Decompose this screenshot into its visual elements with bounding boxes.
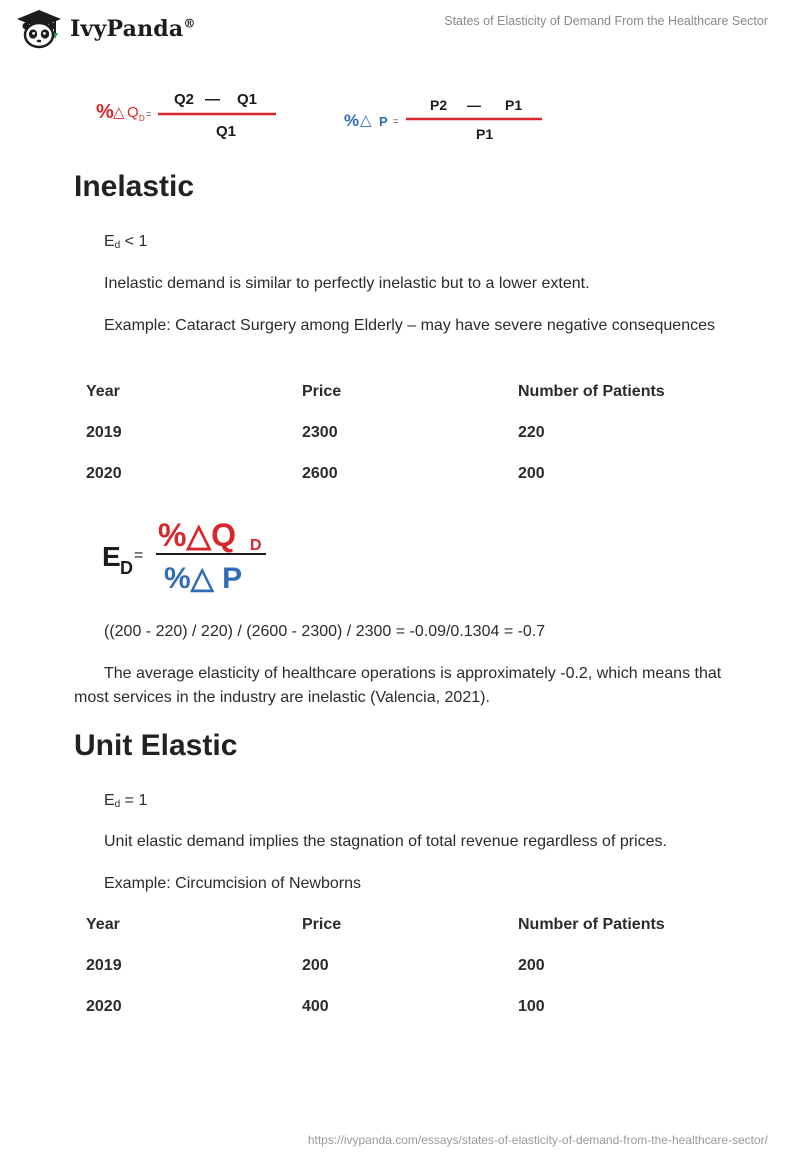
svg-text:△: △ — [113, 103, 125, 121]
table-header-cell: Number of Patients — [518, 382, 665, 400]
table-cell: 220 — [518, 423, 545, 441]
elasticity-formula — [100, 510, 280, 598]
svg-text:P1: P1 — [476, 126, 494, 142]
table-cell: 2020 — [86, 464, 122, 482]
table-header-row — [74, 371, 724, 412]
svg-text:%: % — [96, 101, 114, 123]
svg-text:P1: P1 — [505, 97, 523, 113]
table-cell: 2020 — [86, 997, 122, 1015]
percent-change-formulas — [94, 82, 554, 152]
inelastic-heading: Inelastic — [74, 170, 195, 203]
inelastic-table — [74, 371, 724, 494]
svg-text:Q1: Q1 — [237, 91, 258, 108]
elasticity-calculation: ((200 - 220) / 220) / (2600 - 2300) / 2300 = -0.09/0.1304 = -0.7 — [104, 623, 546, 640]
table-row — [74, 945, 724, 986]
svg-text:%△Q: %△Q — [158, 517, 236, 553]
table-header-cell: Year — [86, 382, 120, 400]
svg-text:%△ P: %△ P — [164, 562, 243, 595]
svg-text:D: D — [139, 114, 145, 123]
table-cell: 200 — [518, 956, 545, 974]
table-header-cell: Year — [86, 915, 120, 933]
table-cell: 2600 — [302, 464, 338, 482]
table-cell: 200 — [302, 956, 329, 974]
inelastic-condition: $E_d < 1$ — [104, 233, 148, 251]
table-cell: 2019 — [86, 956, 122, 974]
table-row — [74, 412, 724, 453]
unit-elastic-heading: Unit Elastic — [74, 729, 238, 762]
table-header-cell: Price — [302, 382, 342, 400]
svg-text:E: E — [102, 541, 121, 572]
svg-text:P: P — [379, 114, 388, 129]
table-cell: 400 — [302, 997, 329, 1015]
source-url-link[interactable]: https://ivypanda.com/essays/states-of-elasticity-of-demand-from-the-healthcare-sector/ — [307, 1133, 768, 1147]
brand-name: IvyPanda® — [70, 16, 196, 42]
svg-text:=: = — [393, 116, 399, 126]
svg-text:—: — — [467, 97, 481, 113]
table-row — [74, 986, 724, 1027]
percent-change-quantity-formula — [96, 91, 276, 140]
table-cell: 2019 — [86, 423, 122, 441]
table-header-row — [74, 904, 724, 945]
svg-text:—: — — [205, 91, 220, 108]
svg-text:Q1: Q1 — [216, 123, 237, 140]
svg-text:%: % — [344, 111, 360, 130]
svg-text:D: D — [120, 558, 133, 578]
table-header-cell: Number of Patients — [518, 915, 665, 933]
table-header-cell: Price — [302, 915, 342, 933]
page-header — [0, 0, 800, 60]
panda-graduate-icon — [14, 8, 64, 50]
document-title: States of Elasticity of Demand From the Healthcare Sector — [444, 14, 768, 28]
inelastic-summary: The average elasticity of healthcare operations is approximately -0.2, which means that most services in the industry are inelastic (Valencia, 2021). — [74, 665, 722, 706]
table-cell: 100 — [518, 997, 545, 1015]
table-row — [74, 453, 724, 494]
svg-text:△: △ — [360, 111, 372, 129]
table-cell: 200 — [518, 464, 545, 482]
percent-change-price-formula — [344, 97, 542, 142]
inelastic-description: Inelastic demand is similar to perfectly inelastic but to a lower extent. — [104, 275, 590, 292]
svg-text:Q: Q — [127, 104, 139, 121]
svg-text:D: D — [250, 537, 262, 554]
table-cell: 2300 — [302, 423, 338, 441]
ivypanda-logo[interactable] — [14, 8, 196, 50]
svg-text:Q2: Q2 — [174, 91, 195, 108]
svg-text:P2: P2 — [430, 97, 448, 113]
unit-elastic-example: Example: Circumcision of Newborns — [104, 875, 361, 892]
inelastic-example: Example: Cataract Surgery among Elderly – may have severe negative consequences — [104, 317, 715, 334]
unit-elastic-condition: $E_d = 1$ — [104, 792, 148, 810]
unit-elastic-description: Unit elastic demand implies the stagnation of total revenue regardless of prices. — [104, 833, 667, 850]
svg-text:=: = — [134, 547, 144, 564]
svg-text:=: = — [146, 109, 152, 119]
unit-elastic-table — [74, 904, 724, 1027]
